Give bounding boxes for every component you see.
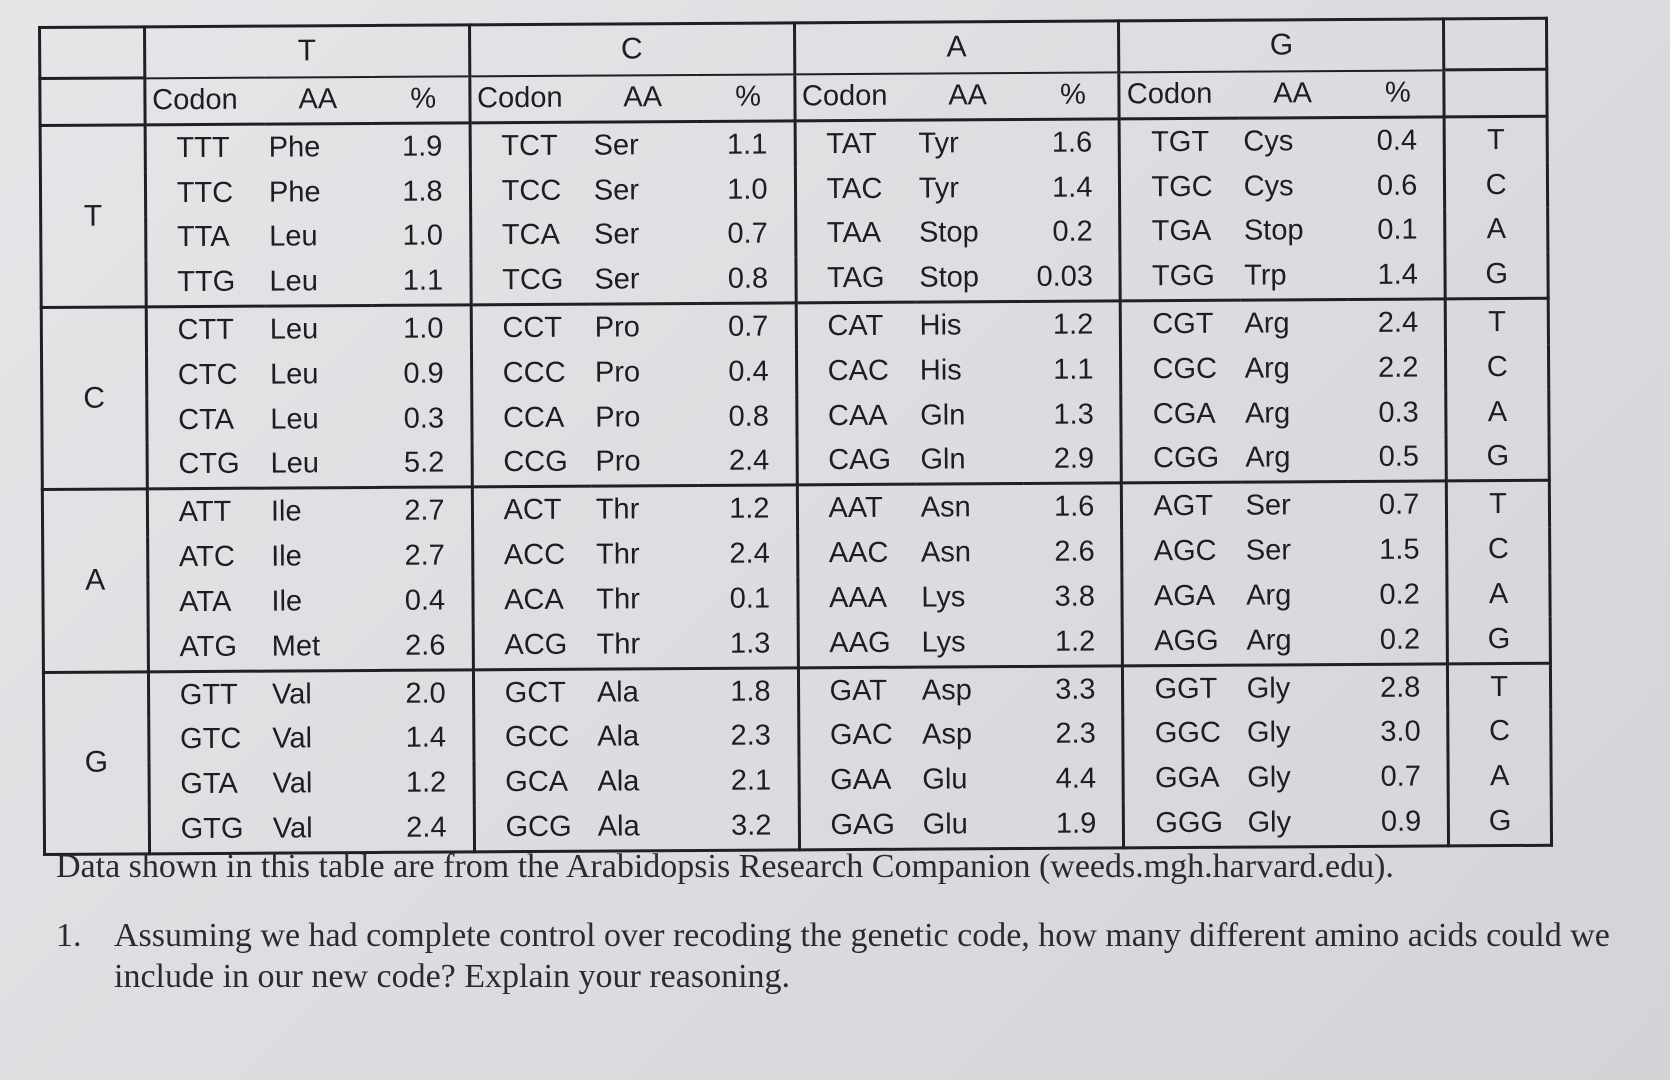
column-header-blank-right (1444, 69, 1547, 117)
amino-acid-cell: Ala (597, 765, 640, 798)
usage-percent-cell: 1.0 (372, 214, 471, 259)
third-base-label: T (1448, 663, 1551, 710)
corner-cell (40, 27, 145, 79)
amino-acid-cell: Thr (592, 622, 699, 669)
amino-acid-cell: His (919, 309, 962, 342)
codon-cell: TTA (176, 221, 230, 254)
amino-acid-cell: Ser (593, 174, 640, 207)
question-number: 1. (56, 917, 82, 954)
usage-percent-cell: 2.1 (700, 759, 799, 804)
amino-acid-cell: Leu (269, 358, 319, 391)
codon-cell: CCT (502, 312, 563, 345)
usage-percent-cell: 1.8 (700, 668, 799, 715)
amino-acid-cell: Arg (1244, 396, 1291, 430)
usage-percent-cell: 0.7 (697, 303, 796, 350)
codon-cell: ATT (178, 496, 232, 529)
usage-percent-cell: 1.2 (699, 485, 798, 532)
codon-cell: TAG (795, 256, 915, 303)
usage-percent-cell: 2.8 (1349, 664, 1448, 711)
codon-cell: CCC (502, 356, 566, 390)
usage-percent-cell: 1.6 (1023, 483, 1122, 530)
usage-percent-cell: 2.4 (698, 439, 797, 486)
usage-percent-cell: 1.0 (697, 167, 796, 212)
usage-percent-cell: 2.4 (1347, 299, 1446, 346)
codon-cell: ATA (179, 585, 232, 618)
codon-cell: GGA (1154, 761, 1220, 795)
usage-percent-cell: 0.3 (373, 396, 472, 441)
column-header-codon: Codon (469, 75, 589, 123)
codon-cell: AAT (828, 492, 883, 525)
amino-acid-cell: Gln (916, 437, 1023, 484)
codon-cell: GGG (1124, 800, 1244, 847)
codon-cell: GTC (179, 723, 242, 756)
usage-percent-cell: 2.7 (374, 487, 473, 534)
codon-cell: GGT (1154, 672, 1218, 705)
column-header-codon: Codon (1119, 71, 1239, 119)
column-header-aa: AA (914, 72, 1021, 120)
amino-acid-cell: Val (272, 722, 313, 756)
usage-percent-cell: 0.4 (698, 350, 797, 395)
codon-cell: TTG (146, 260, 266, 307)
amino-acid-cell: Leu (269, 220, 318, 253)
amino-acid-cell: Val (269, 806, 376, 853)
amino-acid-cell: Cys (1243, 170, 1294, 203)
amino-acid-cell: Lys (921, 581, 966, 614)
codon-cell: AGC (1153, 535, 1217, 568)
codon-cell: TCT (501, 129, 558, 163)
third-base-label: G (1447, 616, 1550, 663)
amino-acid-cell: Lys (917, 620, 1024, 667)
amino-acid-cell: Asp (921, 673, 972, 707)
codon-cell: TAT (826, 127, 877, 161)
amino-acid-cell: Pro (595, 400, 641, 434)
third-base-label: C (1447, 527, 1550, 572)
usage-percent-cell: 1.1 (696, 121, 795, 168)
codon-cell: CGC (1152, 352, 1218, 386)
usage-percent-cell: 2.3 (1025, 712, 1124, 757)
usage-percent-cell: 1.8 (372, 169, 471, 214)
third-base-label: T (1444, 116, 1547, 163)
column-header-pct: % (371, 76, 470, 124)
amino-acid-cell: Leu (270, 402, 319, 436)
second-base-header: T (144, 25, 469, 78)
usage-percent-cell: 0.6 (1346, 163, 1445, 208)
usage-percent-cell: 2.2 (1347, 346, 1446, 391)
amino-acid-cell: Thr (595, 493, 640, 527)
column-header-codon: Codon (794, 73, 914, 121)
amino-acid-cell: Ser (590, 257, 697, 304)
usage-percent-cell: 1.2 (1022, 301, 1121, 348)
amino-acid-cell: Arg (1244, 307, 1290, 340)
usage-percent-cell: 1.3 (699, 621, 798, 668)
third-base-label: A (1448, 754, 1551, 799)
amino-acid-cell: Arg (1246, 579, 1292, 612)
amino-acid-cell: Cys (1243, 125, 1294, 158)
amino-acid-cell: Arg (1244, 352, 1290, 385)
usage-percent-cell: 0.5 (1348, 435, 1447, 482)
second-base-header-row (40, 18, 1547, 78)
codon-cell: GGC (1154, 717, 1221, 750)
codon-cell: ACC (503, 539, 566, 572)
usage-percent-cell: 1.4 (1347, 253, 1446, 300)
usage-percent-cell: 1.4 (1021, 165, 1120, 210)
amino-acid-cell: Val (271, 678, 312, 711)
amino-acid-cell: Asn (920, 536, 972, 569)
usage-percent-cell: 2.7 (374, 534, 473, 579)
codon-cell: AAG (798, 620, 918, 667)
column-header-aa: AA (264, 76, 371, 124)
amino-acid-cell: Pro (594, 356, 641, 389)
codon-cell: GAA (830, 763, 892, 797)
codon-cell: TCG (471, 258, 591, 305)
amino-acid-cell: Tyr (918, 127, 959, 160)
amino-acid-cell: Arg (1242, 618, 1349, 665)
amino-acid-cell: Met (268, 624, 375, 671)
usage-percent-cell: 2.0 (375, 670, 474, 717)
codon-cell: TAA (826, 217, 882, 250)
codon-cell: CTC (177, 358, 238, 392)
codon-usage-sheet (38, 17, 1553, 856)
third-base-label: C (1446, 345, 1549, 390)
usage-percent-cell: 0.1 (1347, 208, 1446, 253)
usage-percent-cell: 3.0 (1350, 710, 1449, 755)
amino-acid-cell: Thr (595, 538, 640, 571)
codon-cell: CAA (827, 399, 888, 432)
amino-acid-cell: Gln (920, 398, 966, 432)
third-base-label: C (1445, 163, 1548, 208)
column-header-pct: % (1021, 72, 1120, 120)
usage-percent-cell: 1.3 (1023, 392, 1122, 437)
codon-cell: CGA (1152, 397, 1216, 430)
usage-percent-cell: 2.6 (374, 623, 473, 670)
amino-acid-cell: Leu (265, 259, 372, 306)
amino-acid-cell: Glu (922, 763, 968, 796)
amino-acid-cell: Trp (1240, 253, 1347, 300)
codon-cell: CTG (147, 442, 267, 489)
first-base-label: C (41, 307, 147, 490)
codon-cell: TAC (826, 172, 883, 206)
codon-cell: CAT (827, 310, 884, 343)
amino-acid-cell: Tyr (918, 172, 960, 205)
usage-percent-cell: 1.5 (1349, 528, 1448, 573)
codon-cell: AGG (1123, 618, 1243, 665)
amino-acid-cell: Asp (922, 718, 973, 752)
usage-percent-cell: 0.2 (1349, 617, 1448, 664)
usage-percent-cell: 1.9 (1025, 801, 1124, 848)
codon-cell: GAG (799, 802, 919, 849)
codon-cell: CTA (178, 403, 235, 436)
first-base-label: A (42, 489, 148, 672)
first-base-label: T (40, 125, 146, 308)
codon-cell: AGT (1153, 490, 1214, 523)
usage-percent-cell: 1.1 (372, 259, 471, 306)
usage-percent-cell: 2.6 (1024, 530, 1123, 575)
codon-cell: GCA (505, 765, 569, 799)
usage-percent-cell: 3.3 (1025, 666, 1124, 713)
column-header-blank (40, 78, 145, 126)
codon-cell: TGC (1151, 170, 1213, 204)
amino-acid-cell: Ala (597, 720, 640, 754)
amino-acid-cell: Asn (920, 491, 971, 525)
third-base-label: C (1448, 709, 1551, 754)
codon-cell: GAT (829, 674, 888, 707)
third-base-label: A (1447, 572, 1550, 617)
codon-cell: CTT (177, 314, 235, 347)
usage-percent-cell: 0.7 (1350, 755, 1449, 800)
corner-cell-right (1444, 18, 1547, 70)
codon-cell: ACA (504, 583, 564, 616)
usage-percent-cell: 0.2 (1022, 210, 1121, 255)
amino-acid-cell: Stop (918, 216, 979, 249)
usage-percent-cell: 0.3 (1348, 390, 1447, 435)
third-base-label: A (1446, 390, 1549, 435)
usage-percent-cell: 0.9 (373, 352, 472, 397)
usage-percent-cell: 1.4 (375, 716, 474, 761)
usage-percent-cell: 0.7 (1348, 481, 1447, 528)
codon-cell: CGG (1121, 436, 1241, 483)
table-source-caption: Data shown in this table are from the Arabidopsis Research Companion (weeds.mgh.harvard.edu). (56, 848, 1394, 885)
usage-percent-cell: 0.8 (698, 394, 797, 439)
amino-acid-cell: Pro (594, 311, 640, 344)
amino-acid-cell: Val (272, 767, 313, 800)
second-base-header: G (1119, 19, 1444, 72)
third-base-label: G (1445, 252, 1548, 299)
usage-percent-cell: 2.4 (376, 805, 475, 852)
usage-percent-cell: 1.0 (373, 305, 472, 352)
usage-percent-cell: 5.2 (373, 441, 472, 488)
usage-percent-cell: 0.4 (1346, 117, 1445, 164)
amino-acid-cell: Thr (596, 583, 640, 616)
third-base-label: G (1446, 434, 1549, 481)
codon-cell: CAC (827, 354, 890, 388)
usage-percent-cell: 3.2 (700, 803, 799, 850)
usage-percent-cell: 1.2 (375, 761, 474, 806)
usage-percent-cell: 3.8 (1024, 574, 1123, 619)
amino-acid-cell: Glu (919, 802, 1026, 849)
amino-acid-cell: Stop (1243, 214, 1304, 248)
amino-acid-cell: Leu (266, 441, 373, 488)
usage-percent-cell: 0.1 (699, 576, 798, 621)
column-header-pct: % (696, 74, 795, 122)
codon-cell: ATG (148, 624, 268, 671)
codon-cell: TCA (501, 219, 561, 252)
amino-acid-cell: Ser (1245, 489, 1291, 523)
third-base-label: T (1447, 481, 1550, 528)
question-text: Assuming we had complete control over recoding the genetic code, how many different amino acids could we include in our new code? Explain your reasoning. (114, 917, 1610, 995)
column-header-pct: % (1346, 70, 1445, 118)
codon-cell: AAC (828, 537, 889, 570)
usage-percent-cell: 2.3 (700, 714, 799, 759)
usage-percent-cell: 0.03 (1022, 255, 1121, 302)
amino-acid-cell: Ile (271, 585, 303, 618)
codon-cell: CAG (797, 438, 917, 485)
usage-percent-cell: 0.9 (1350, 799, 1449, 846)
codon-cell: GCG (474, 804, 594, 851)
codon-cell: TGT (1151, 125, 1210, 159)
usage-percent-cell: 4.4 (1025, 757, 1124, 802)
codon-cell: TTC (176, 176, 234, 209)
codon-cell: ACG (473, 622, 593, 669)
usage-percent-cell: 0.2 (1349, 572, 1448, 617)
usage-percent-cell: 2.9 (1023, 437, 1122, 484)
table-row (44, 799, 1551, 855)
amino-acid-cell: Gly (1246, 672, 1291, 705)
usage-percent-cell: 1.1 (1023, 348, 1122, 393)
amino-acid-cell: Pro (591, 439, 698, 486)
amino-acid-cell: Phe (268, 176, 321, 209)
amino-acid-cell: Gly (1246, 716, 1291, 750)
third-base-label: A (1445, 207, 1548, 252)
codon-cell: CGT (1152, 308, 1214, 341)
amino-acid-cell: Ala (596, 676, 639, 709)
second-base-header: A (794, 21, 1119, 74)
codon-cell: AAA (828, 581, 888, 614)
usage-percent-cell: 0.8 (697, 257, 796, 304)
codon-cell: TGA (1151, 215, 1212, 248)
amino-acid-cell: Gly (1247, 761, 1291, 794)
codon-cell: CCA (502, 401, 565, 434)
codon-cell: GTG (149, 806, 269, 853)
codon-cell: GTA (180, 767, 238, 801)
amino-acid-cell: Gly (1243, 800, 1350, 847)
codon-cell: TCC (501, 174, 562, 207)
usage-percent-cell: 0.7 (697, 212, 796, 257)
amino-acid-cell: Arg (1241, 435, 1348, 482)
codon-cell: ATC (178, 541, 235, 574)
codon-cell: GAC (829, 719, 893, 752)
codon-cell: AGA (1153, 579, 1216, 613)
codon-cell: TGG (1120, 254, 1240, 301)
amino-acid-cell: Ser (593, 129, 639, 162)
codon-cell: CCG (472, 440, 592, 487)
usage-percent-cell: 2.4 (699, 532, 798, 577)
amino-acid-cell: His (919, 354, 962, 387)
column-header-codon: Codon (145, 77, 265, 125)
amino-acid-cell: Leu (269, 313, 319, 346)
column-header-aa: AA (589, 74, 696, 122)
codon-usage-table (38, 17, 1553, 856)
usage-percent-cell: 1.2 (1024, 619, 1123, 666)
amino-acid-cell: Ser (1245, 534, 1292, 567)
column-header-aa: AA (1239, 71, 1346, 119)
amino-acid-cell: Phe (268, 131, 321, 164)
second-base-header: C (469, 23, 794, 76)
codon-cell: GTT (179, 678, 238, 711)
codon-cell: GCT (504, 676, 567, 709)
first-base-label: G (43, 671, 149, 854)
amino-acid-cell: Ile (270, 495, 302, 529)
amino-acid-cell: Ile (271, 540, 302, 573)
codon-cell: ACT (503, 494, 562, 527)
codon-cell: TTT (176, 131, 230, 165)
third-base-label: T (1446, 298, 1549, 345)
codon-cell: GCC (504, 721, 570, 754)
amino-acid-cell: Stop (915, 255, 1022, 302)
usage-percent-cell: 1.9 (371, 123, 470, 170)
third-base-label: G (1449, 799, 1552, 846)
usage-percent-cell: 0.4 (374, 578, 473, 623)
usage-percent-cell: 1.6 (1021, 119, 1120, 166)
amino-acid-cell: Ala (594, 804, 701, 851)
amino-acid-cell: Ser (594, 218, 640, 251)
